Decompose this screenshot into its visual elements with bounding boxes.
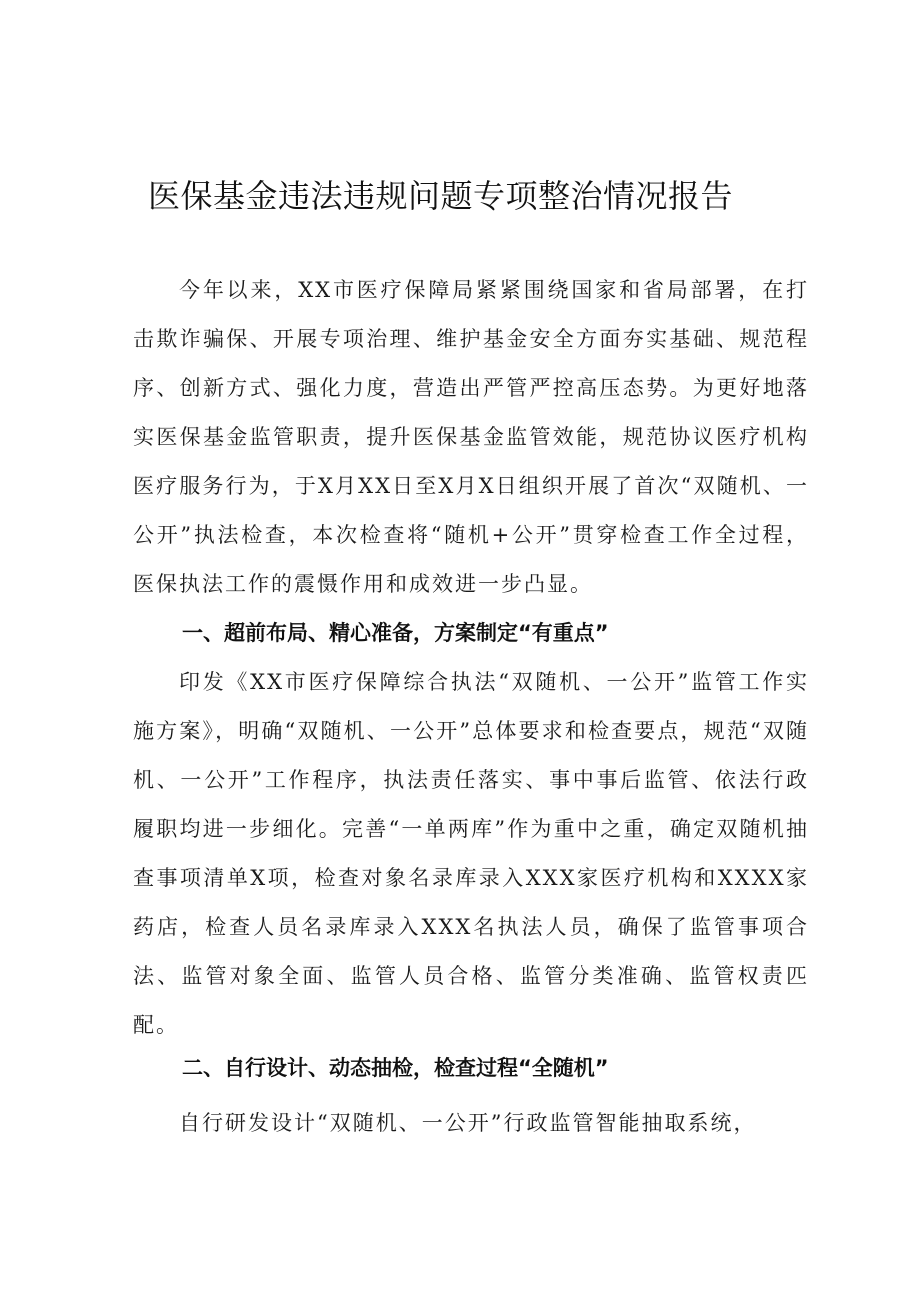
section-2-paragraph: 自行研发设计“双随机、一公开”行政监管智能抽取系统， — [179, 1111, 757, 1135]
section-1-paragraph: 印发《XX市医疗保障综合执法“双随机、一公开”监管工作实施方案》，明确“双随机、一公开”总体要求和检查要点，规范“双随机、一公开”工作程序，执法责任落实、事中事后监管、依法行政履职均进一步细化。完善“一单两库”作为重中之重，确定双随机抽查事项清单X项，检查对象名录库录入XXX家医疗机构和XXXX家药店，检查人员名录库录入XXX名执法人员，确保了监管事项合法、监管对象全面、监管人员合格、监管分类准确、监管权责匹配。 — [133, 670, 809, 1037]
section-heading-1: 一、超前布局、精心准备，方案制定“有重点” — [182, 621, 609, 645]
intro-paragraph: 今年以来，XX市医疗保障局紧紧围绕国家和省局部署，在打击欺诈骗保、开展专项治理、维护基金安全方面夯实基础、规范程序、创新方式、强化力度，营造出严管严控高压态势。为更好地落实医保基金监管职责，提升医保基金监管效能，规范协议医疗机构医疗服务行为，于X月XX日至X月X日组织开展了首次“双随机、一公开”执法检查，本次检查将“随机+公开”贯穿检查工作全过程，医保执法工作的震慑作用和成效进一步凸显。 — [133, 278, 809, 596]
section-heading-2: 二、自行设计、动态抽检，检查过程“全随机” — [182, 1056, 609, 1080]
document-title: 医保基金违法违规问题专项整治情况报告 — [148, 177, 734, 215]
